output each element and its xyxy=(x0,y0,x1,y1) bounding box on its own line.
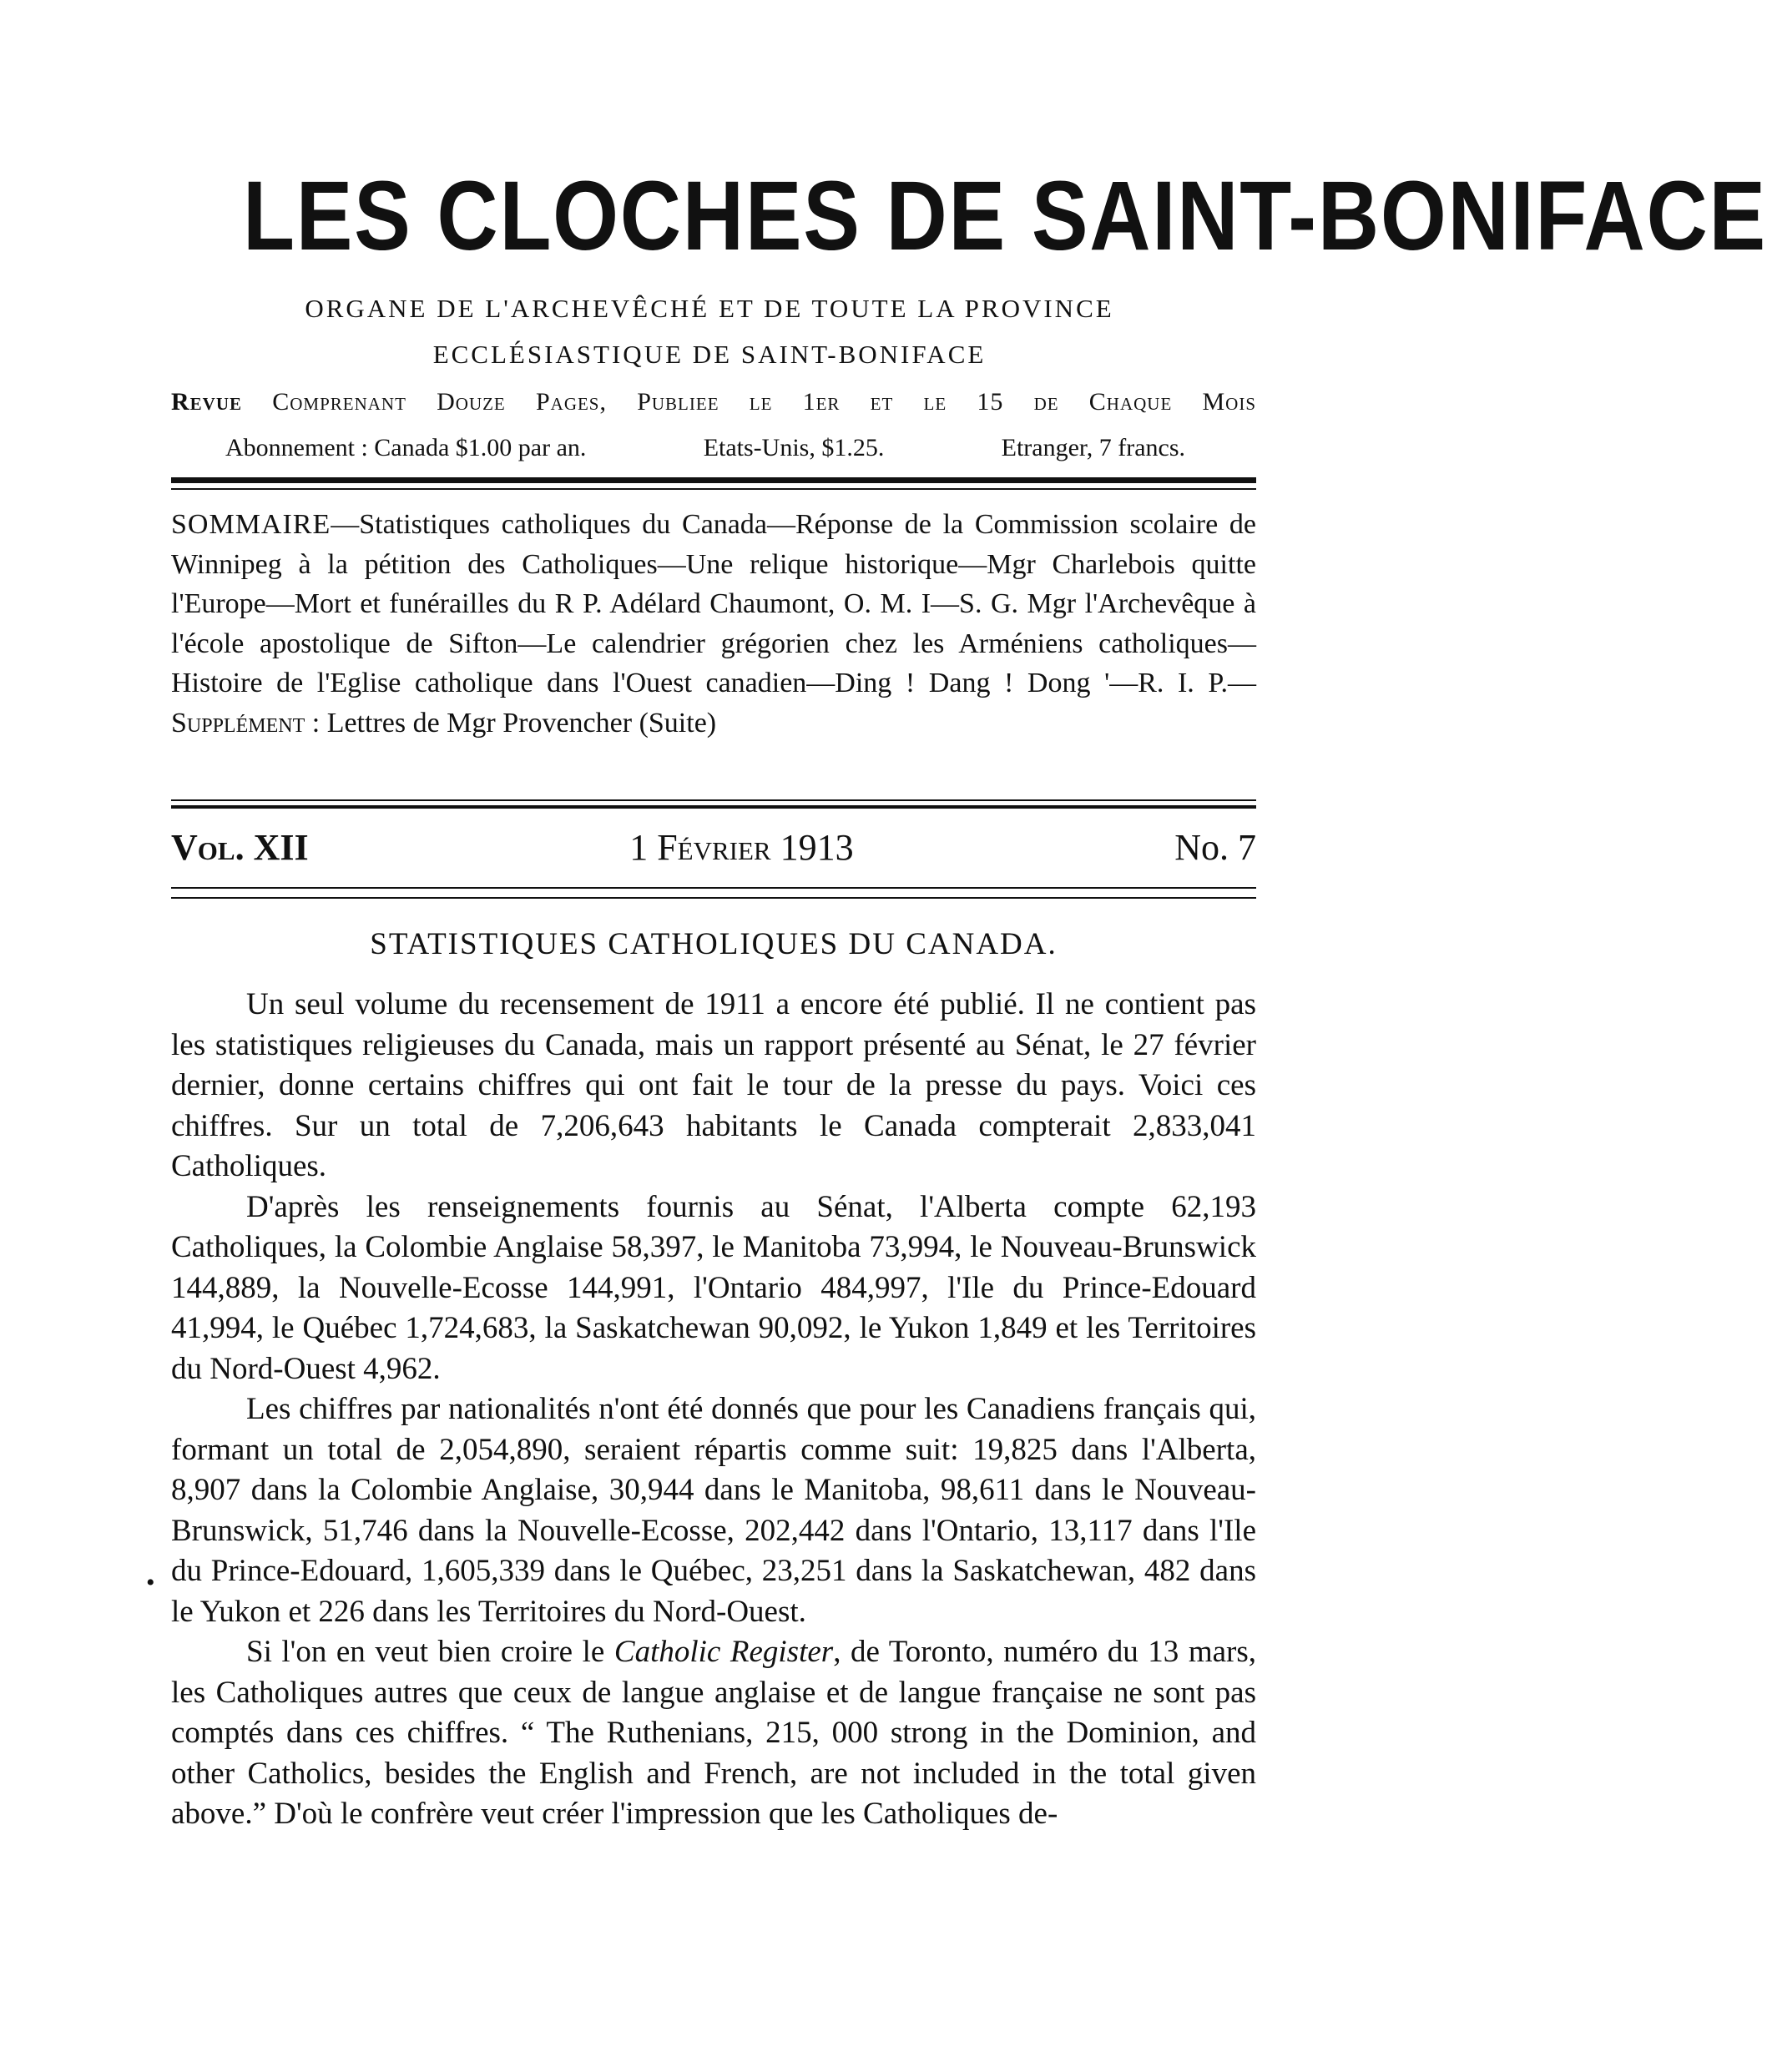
volume-number: Vol. XII xyxy=(171,827,309,868)
masthead-title: LES CLOCHES DE SAINT-BONIFACE xyxy=(243,161,1767,271)
article-body xyxy=(171,985,1256,1835)
revue-word: Pages, xyxy=(535,388,607,416)
revue-word: Douze xyxy=(437,388,506,416)
publication-schedule xyxy=(171,388,1256,416)
summary xyxy=(171,505,1256,743)
supplement-label: Supplément xyxy=(171,707,305,739)
organ-line-2: ECCLÉSIASTIQUE DE SAINT-BONIFACE xyxy=(432,340,987,369)
revue-word: Publiee xyxy=(637,388,719,416)
revue-word: Comprenant xyxy=(272,388,406,416)
subscription-prices xyxy=(225,434,1185,462)
subscription-canada: Abonnement : Canada $1.00 par an. xyxy=(225,434,587,461)
revue-word: Mois xyxy=(1202,388,1256,416)
article-paragraph xyxy=(171,1632,1256,1835)
article-paragraph: Les chiffres par nationalités n'ont été donnés que pour les Canadiens français qui, formant un total de 2,054,890, seraient répartis comme suit: 19,825 dans l'Alberta, 8,907 dans la Colombie Anglaise, 30,944 dans le Manitoba, 98,611 dans le Nouveau-Brunswick, 51,746 dans la Nouvelle-Ecosse, 202,442 dans l'Ontario, 13,117 dans l'Ile du Prince-Edouard, 1,605,339 dans le Québec, 23,251 dans la Saskatchewan, 482 dans le Yukon et 226 dans les Territoires du Nord-Ouest. xyxy=(171,1392,1256,1629)
issue-date: 1 Février 1913 xyxy=(629,827,854,868)
margin-mark: • xyxy=(146,1569,155,1596)
article-title: STATISTIQUES CATHOLIQUES DU CANADA. xyxy=(370,927,1058,961)
paragraph-text: Si l'on en veut bien croire le xyxy=(246,1635,614,1669)
subscription-usa: Etats-Unis, $1.25. xyxy=(703,434,885,461)
issue-number: No. 7 xyxy=(1174,827,1256,868)
article-paragraph: D'après les renseignements fournis au Sénat, l'Alberta compte 62,193 Catholiques, la Colombie Anglaise 58,397, le Manitoba 73,994, le Nouveau-Brunswick 144,889, la Nouvelle-Ecosse 144,991, l'Ontario 484,997, l'Ile du Prince-Edouard 41,994, le Québec 1,724,683, la Saskatchewan 90,092, le Yukon 1,849 et les Territoires du Nord-Ouest 4,962. xyxy=(171,1189,1256,1386)
divider xyxy=(171,799,1256,801)
revue-word: et xyxy=(870,388,894,416)
revue-word: de xyxy=(1033,388,1059,416)
divider xyxy=(171,488,1256,490)
publication-name: Catholic Register xyxy=(613,1635,834,1669)
revue-word: le xyxy=(749,388,773,416)
revue-word: 15 xyxy=(977,388,1004,416)
subscription-abroad: Etranger, 7 francs. xyxy=(1001,434,1185,461)
organ-line-1: ORGANE DE L'ARCHEVÊCHÉ ET DE TOUTE LA PROVINCE xyxy=(305,294,1114,323)
summary-label: SOMMAIRE xyxy=(171,509,331,540)
revue-word: le xyxy=(923,388,947,416)
revue-word: Revue xyxy=(171,388,243,416)
revue-word: Chaque xyxy=(1088,388,1173,416)
issue-info xyxy=(171,826,1256,869)
divider xyxy=(171,887,1256,889)
summary-text: —Statistiques catholiques du Canada—Réponse de la Commission scolaire de Winnipeg à la pétition des Catholiques—Une relique historique—Mgr Charlebois quitte l'Europe—Mort et funérailles du R P. Adélard Chaumont, O. M. I—S. G. Mgr l'Archevêque à l'école apostolique de Sifton—Le calendrier grégorien chez les Arméniens catholiques—Histoire de l'Eglise catholique dans l'Ouest canadien—Ding ! Dang ! Dong '—R. I. P.— xyxy=(171,509,1256,698)
paragraph-text: , de Toronto, numéro du 13 mars, les Catholiques autres que ceux de langue anglaise et de langue française ne sont pas comptés dans ces chiffres. “ The Ruthenians, 215, 000 strong in the Dominion, and other Catholics, besides the English and French, are not included in the total given above.” D'où le confrère veut créer l'impression que les Catholiques de- xyxy=(171,1635,1256,1831)
divider xyxy=(171,805,1256,809)
supplement-text: : Lettres de Mgr Provencher (Suite) xyxy=(305,707,717,739)
divider xyxy=(171,477,1256,483)
divider xyxy=(171,897,1256,899)
revue-word: 1er xyxy=(802,388,841,416)
article-paragraph: Un seul volume du recensement de 1911 a encore été publié. Il ne contient pas les statistiques religieuses du Canada, mais un rapport présenté au Sénat, le 27 février dernier, donne certains chiffres qui ont fait le tour de la presse du pays. Voici ces chiffres. Sur un total de 7,206,643 habitants le Canada compterait 2,833,041 Catholiques. xyxy=(171,987,1256,1183)
